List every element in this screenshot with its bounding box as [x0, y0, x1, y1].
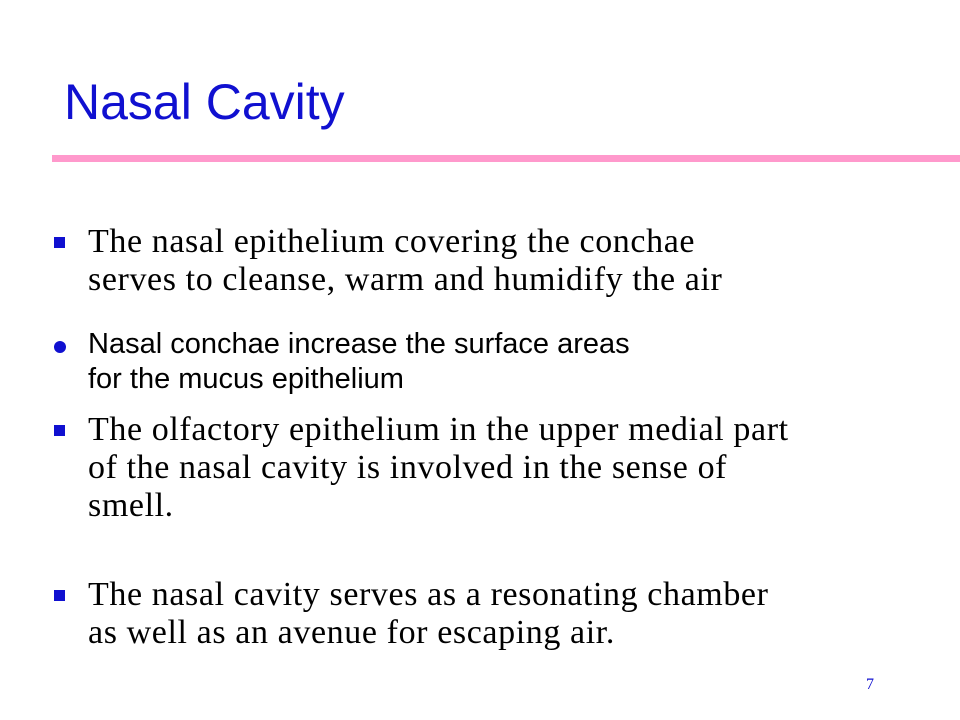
- square-bullet-icon: [54, 425, 65, 436]
- bullet-line: for the mucus epithelium: [88, 363, 404, 395]
- round-bullet-icon: [54, 341, 66, 353]
- page-number: 7: [866, 676, 874, 693]
- bullet-line: smell.: [88, 487, 174, 524]
- bullet-line: The nasal cavity serves as a resonating chamber: [88, 576, 769, 613]
- bullet-line: The olfactory epithelium in the upper medial part: [88, 411, 789, 448]
- bullet-item: [44, 411, 924, 531]
- bullet-line: serves to cleanse, warm and humidify the air: [88, 261, 723, 298]
- title-divider: [52, 155, 960, 162]
- bullet-line: The nasal epithelium covering the conchae: [88, 223, 696, 260]
- bullet-item: [44, 576, 924, 656]
- bullet-item: [44, 223, 924, 303]
- square-bullet-icon: [54, 590, 65, 601]
- bullet-line: of the nasal cavity is involved in the sense of: [88, 449, 728, 486]
- bullet-line: as well as an avenue for escaping air.: [88, 614, 615, 651]
- square-bullet-icon: [54, 237, 65, 248]
- slide-title: Nasal Cavity: [64, 74, 345, 130]
- bullet-item: [44, 327, 924, 403]
- bullet-line: Nasal conchae increase the surface areas: [88, 328, 630, 360]
